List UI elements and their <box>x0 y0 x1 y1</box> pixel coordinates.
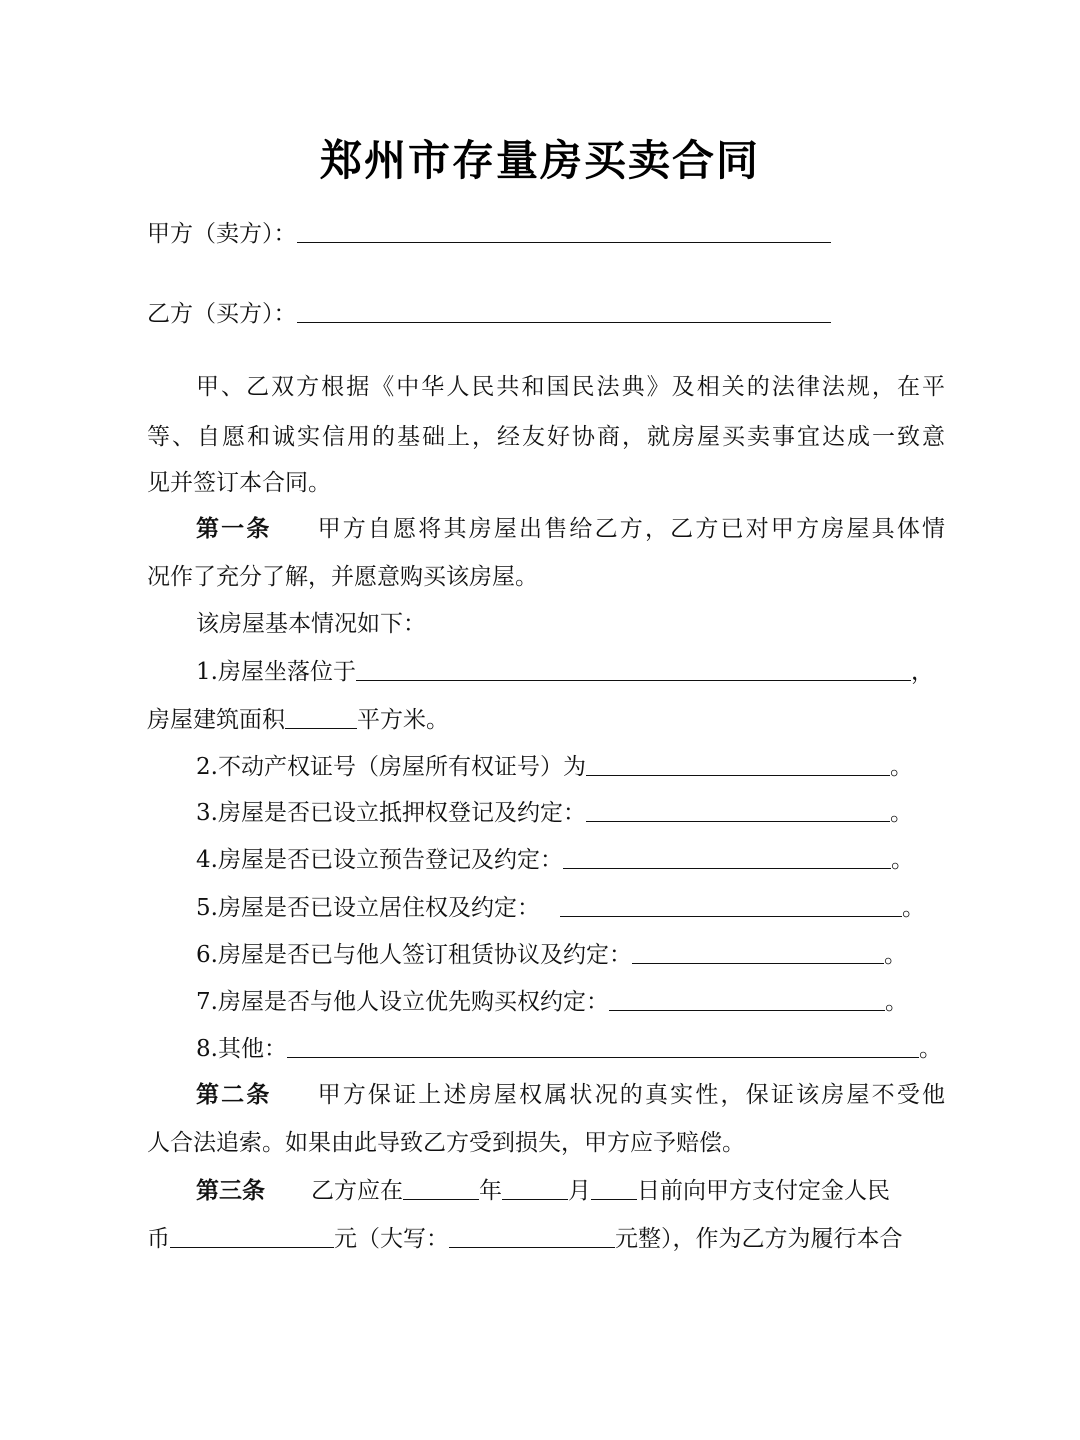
deposit-amount-blank[interactable] <box>170 1225 334 1248</box>
item-1-area-label: 房屋建筑面积 <box>147 707 285 733</box>
item-1-row <box>196 656 934 688</box>
item-1-location-blank[interactable] <box>356 658 911 681</box>
article-1-line-2: 况作了充分了解，并愿意购买该房屋。 <box>147 564 538 590</box>
item-3-row <box>196 797 913 829</box>
article-2-text: 甲方保证上述房屋权属状况的真实性，保证该房屋不受他 <box>317 1082 946 1108</box>
deposit-uppercase-blank[interactable] <box>449 1225 615 1248</box>
party-a-row <box>147 218 831 250</box>
item-5-blank[interactable] <box>560 894 902 917</box>
item-6-end: 。 <box>883 942 907 968</box>
item-1-area-blank[interactable] <box>285 706 357 729</box>
item-7-blank[interactable] <box>609 988 885 1011</box>
item-5-row <box>196 892 925 924</box>
preamble-line-3: 见并签订本合同。 <box>147 470 331 496</box>
item-6-label: 6.房屋是否已与他人签订租赁协议及约定： <box>196 942 632 968</box>
item-8-blank[interactable] <box>287 1035 919 1058</box>
article-3-text-c: 元整），作为乙方为履行本合 <box>615 1226 903 1252</box>
item-8-end: 。 <box>918 1036 942 1062</box>
year-label: 年 <box>479 1178 502 1204</box>
item-4-end: 。 <box>890 847 914 873</box>
article-3-line-1 <box>196 1175 890 1207</box>
item-7-row <box>196 986 908 1018</box>
article-3-line-2 <box>147 1223 903 1255</box>
currency-label: 币 <box>147 1226 170 1252</box>
article-2-line-2: 人合法追索。如果由此导致乙方受到损失，甲方应予赔偿。 <box>147 1130 745 1156</box>
item-6-row <box>196 939 907 971</box>
item-4-label: 4.房屋是否已设立预告登记及约定： <box>196 847 563 873</box>
item-8-row <box>196 1033 942 1065</box>
item-5-end: 。 <box>901 895 925 921</box>
month-label: 月 <box>568 1178 591 1204</box>
article-3-heading: 第三条 <box>196 1178 265 1204</box>
preamble-line-1: 甲、乙双方根据《中华人民共和国民法典》及相关的法律法规，在平 <box>196 374 945 400</box>
party-b-label: 乙方（买方）： <box>147 301 297 327</box>
party-a-blank[interactable] <box>297 220 831 243</box>
basic-info-heading: 该房屋基本情况如下： <box>196 611 426 637</box>
article-1-text: 甲方自愿将其房屋出售给乙方，乙方已对甲方房屋具体情 <box>317 516 946 542</box>
article-3-text-b: 日前向甲方支付定金人民 <box>637 1178 890 1204</box>
party-b-blank[interactable] <box>297 300 831 323</box>
party-a-label: 甲方（卖方）： <box>147 221 297 247</box>
item-8-label: 8.其他： <box>196 1036 287 1062</box>
article-1-heading: 第一条 <box>196 516 272 542</box>
month-blank[interactable] <box>502 1177 568 1200</box>
item-3-blank[interactable] <box>586 799 890 822</box>
item-5-label: 5.房屋是否已设立居住权及约定： <box>196 895 540 921</box>
preamble-line-2: 等、自愿和诚实信用的基础上，经友好协商，就房屋买卖事宜达成一致意 <box>147 424 945 450</box>
item-7-end: 。 <box>884 989 908 1015</box>
page-title: 郑州市存量房买卖合同 <box>319 136 760 185</box>
item-1-label: 1.房屋坐落位于 <box>196 659 356 685</box>
item-1-comma: ， <box>910 659 934 685</box>
item-6-blank[interactable] <box>632 941 884 964</box>
article-2-line-1 <box>196 1079 945 1111</box>
party-b-row <box>147 298 831 330</box>
article-1-line-1 <box>196 513 945 545</box>
item-4-row <box>196 844 914 876</box>
article-3-text-a: 乙方应在 <box>311 1178 403 1204</box>
item-1-area-row <box>147 704 449 736</box>
item-4-blank[interactable] <box>563 846 891 869</box>
item-2-row <box>196 751 913 783</box>
item-2-blank[interactable] <box>586 753 890 776</box>
item-2-label: 2.不动产权证号（房屋所有权证号）为 <box>196 754 586 780</box>
article-2-heading: 第二条 <box>196 1082 272 1108</box>
item-2-end: 。 <box>889 754 913 780</box>
item-3-label: 3.房屋是否已设立抵押权登记及约定： <box>196 800 586 826</box>
day-blank[interactable] <box>591 1177 637 1200</box>
year-blank[interactable] <box>403 1177 479 1200</box>
item-3-end: 。 <box>889 800 913 826</box>
item-1-area-unit: 平方米。 <box>357 707 449 733</box>
yuan-label: 元（大写： <box>334 1226 449 1252</box>
item-7-label: 7.房屋是否与他人设立优先购买权约定： <box>196 989 609 1015</box>
